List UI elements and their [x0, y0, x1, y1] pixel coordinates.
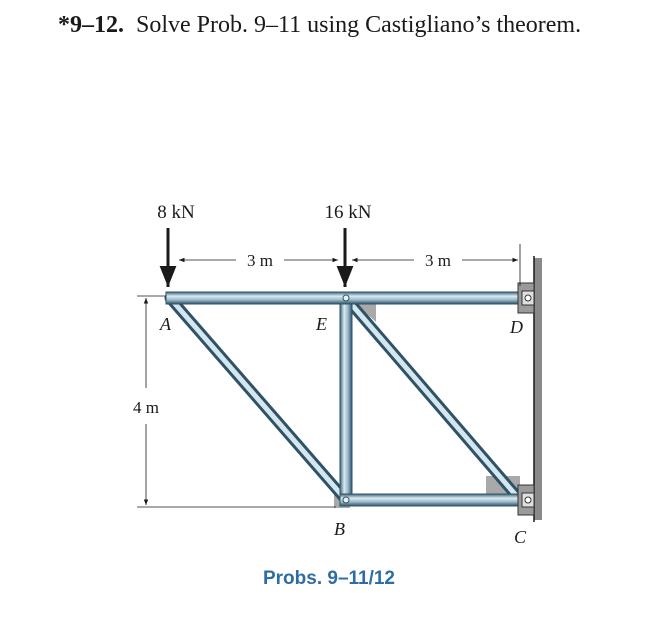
joint-label-e: E: [316, 314, 327, 334]
dim-label-height: 4 m: [133, 398, 159, 417]
pin-b: [343, 497, 349, 503]
dim-label-right-span: 3 m: [425, 251, 451, 270]
load-label-8kn: 8 kN: [157, 202, 195, 223]
member-eb: [340, 298, 352, 500]
pin-e: [343, 295, 349, 301]
joint-label-a: A: [160, 314, 171, 334]
joint-label-d: D: [510, 317, 523, 337]
support-c: [518, 485, 534, 515]
problem-number: *9–12.: [58, 12, 124, 38]
joint-label-c: C: [514, 527, 527, 547]
figure-caption: Probs. 9–11/12: [262, 568, 396, 589]
support-d: [518, 283, 534, 313]
member-bc: [340, 494, 522, 506]
load-label-16kn: 16 kN: [324, 202, 372, 223]
joint-label-b: B: [334, 519, 345, 539]
dim-label-left-span: 3 m: [247, 251, 273, 270]
problem-statement: Solve Prob. 9–11 using Castigliano’s theorem.: [136, 12, 582, 38]
member-ec: [346, 298, 520, 500]
wall-hatch: [534, 258, 542, 520]
